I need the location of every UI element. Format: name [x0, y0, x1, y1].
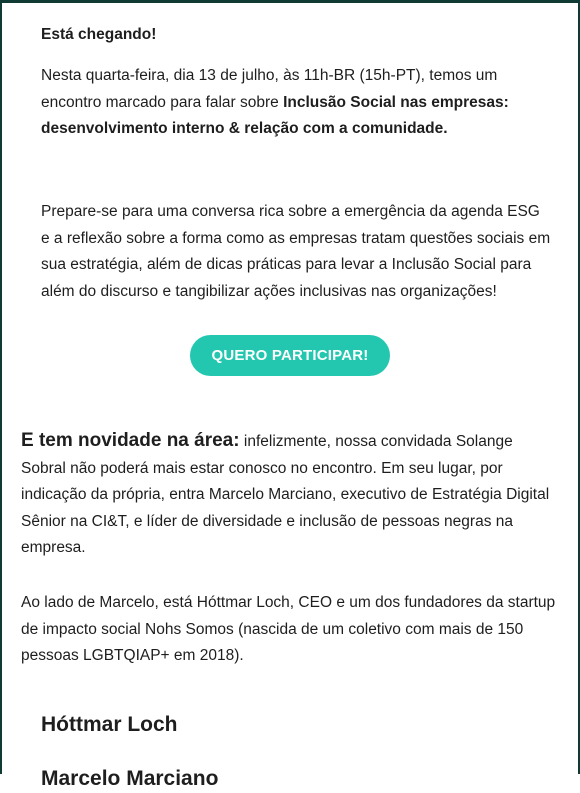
intro-paragraph — [41, 63, 551, 143]
participate-button[interactable]: QUERO PARTICIPAR! — [190, 335, 390, 376]
news-paragraph — [21, 428, 561, 562]
speaker-name-marcelo: Marcelo Marciano — [41, 767, 219, 790]
intro-text: Nesta quarta-feira, dia 13 de julho, às 11h-BR (15h-PT), temos um encontro marcado para falar sobre — [41, 67, 498, 111]
news-text: infelizmente, nossa convidada Solange Sobral não poderá mais estar conosco no encontro. Em seu lugar, por indicação da própria, entra Marcelo Marciano, executivo de Estratégia Digital Sênior na CI&T, e líder de diversidade e inclusão de pessoas negras na empresa. — [21, 433, 550, 556]
intro-topic: Inclusão Social nas empresas: desenvolvimento interno & relação com a comunidade. — [41, 93, 509, 137]
speaker-intro-paragraph: Ao lado de Marcelo, está Hóttmar Loch, CEO e um dos fundadores da startup de impacto social Nohs Somos (nascida de um coletivo com mais de 150 pessoas LGBTQIAP+ em 2018). — [21, 594, 556, 664]
left-border — [0, 0, 2, 774]
speaker-name-hottmar: Hóttmar Loch — [41, 713, 178, 736]
prep-paragraph: Prepare-se para uma conversa rica sobre a emergência da agenda ESG e a reflexão sobre a forma como as empresas tratam questões sociais em sua estratégia, além de dicas práticas para levar a Inclusão Social para além do discurso e tangibilizar ações inclusivas nas organizações! — [41, 203, 551, 300]
news-lead: E tem novidade na área: — [21, 430, 240, 451]
eyebrow-heading: Está chegando! — [41, 26, 157, 43]
top-border — [0, 0, 580, 3]
